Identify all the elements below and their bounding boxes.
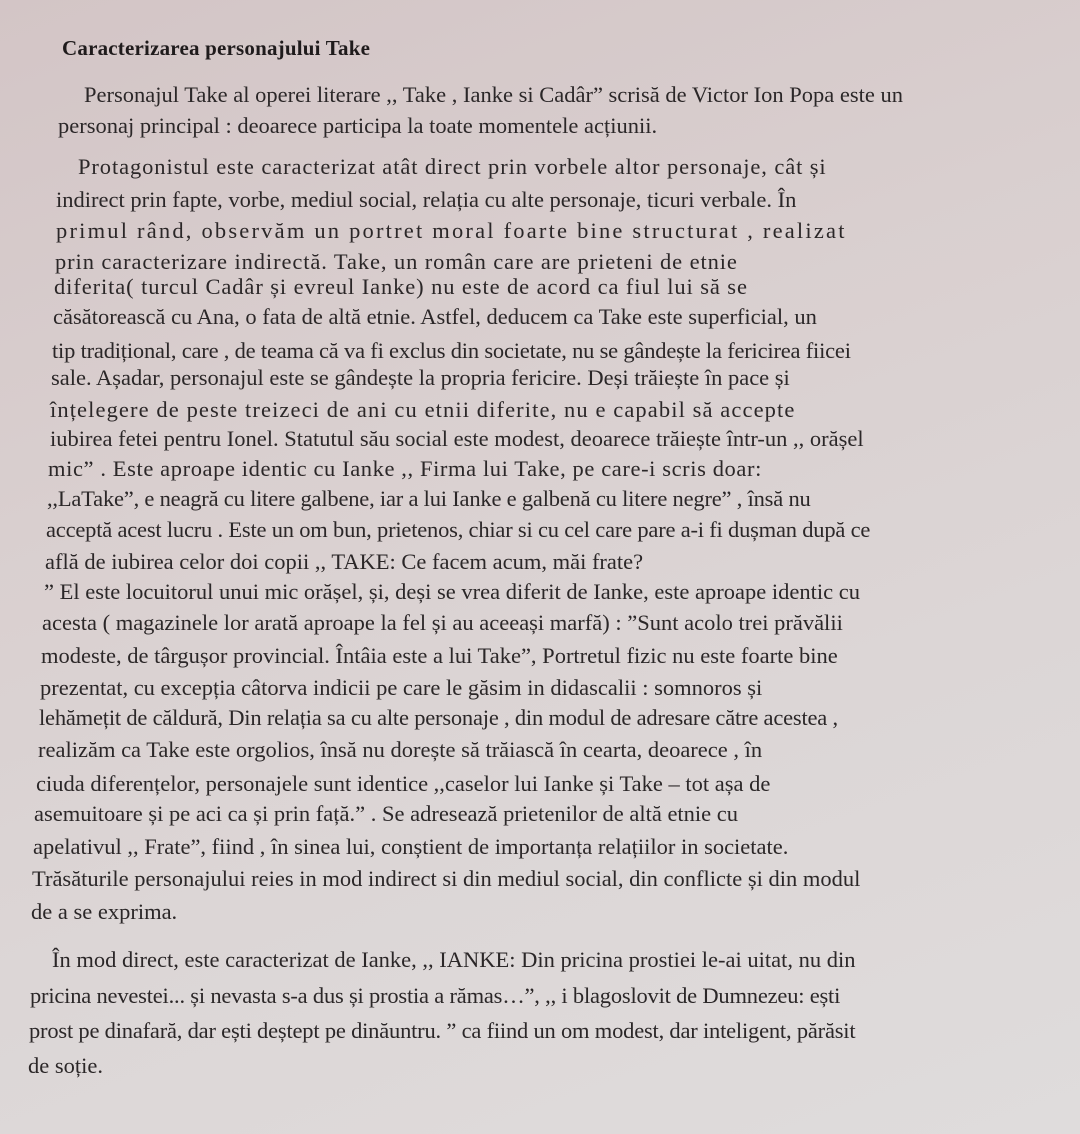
paragraph-2-line-13: acceptă acest lucru . Este un om bun, prietenos, chiar si cu cel care pare a-i fi dușman după ce (46, 517, 871, 542)
paragraph-2-line-25: de a se exprima. (31, 899, 178, 924)
paragraph-2-line-14: află de iubirea celor doi copii ,, TAKE: Ce facem acum, măi frate? (45, 549, 644, 574)
paragraph-2-line-2: indirect prin fapte, vorbe, mediul social, relația cu alte personaje, ticuri verbale. În (56, 187, 797, 212)
paragraph-2-line-1: Protagonistul este caracterizat atât direct prin vorbele altor personaje, cât și (78, 154, 827, 179)
paragraph-2-line-15: ” El este locuitorul unui mic orășel, și, deși se vrea diferit de Ianke, este aproape identic cu (44, 579, 860, 604)
paragraph-2-line-11: mic” . Este aproape identic cu Ianke ,, Firma lui Take, pe care-i scris doar: (48, 456, 762, 481)
paragraph-2-line-22: asemuitoare și pe aci ca și prin față.” . Se adresează prietenilor de altă etnie cu (34, 801, 739, 826)
paragraph-2-line-24: Trăsăturile personajului reies in mod indirect si din mediul social, din conflicte și din modul (32, 866, 861, 891)
paragraph-2-line-19: lehămețit de căldură, Din relația sa cu alte personaje , din modul de adresare către acestea , (39, 705, 838, 730)
paragraph-3-line-3: prost pe dinafară, dar ești deștept pe dinăuntru. ” ca fiind un om modest, dar inteligent, părăsit (29, 1018, 856, 1043)
paragraph-1-line-2: personaj principal : deoarece participa la toate momentele acțiunii. (58, 113, 658, 138)
paragraph-2-line-18: prezentat, cu excepția câtorva indicii pe care le găsim in didascalii : somnoros și (40, 675, 763, 700)
paragraph-3-line-4: de soție. (28, 1053, 103, 1078)
paragraph-2-line-3: primul rând, observăm un portret moral foarte bine structurat , realizat (56, 218, 847, 243)
paragraph-2-line-17: modeste, de târgușor provincial. Întâia este a lui Take”, Portretul fizic nu este foarte bine (41, 643, 838, 668)
paragraph-2-line-20: realizăm ca Take este orgolios, însă nu dorește să trăiască în cearta, deoarece , în (38, 737, 763, 762)
paragraph-2-line-10: iubirea fetei pentru Ionel. Statutul său social este modest, deoarece trăiește într-un ,, orășel (50, 426, 864, 451)
paragraph-1-line-1: Personajul Take al operei literare ,, Take , Ianke si Cadâr” scrisă de Victor Ion Popa este un (84, 82, 903, 107)
paragraph-2-line-12: ,,LaTake”, e neagră cu litere galbene, iar a lui Ianke e galbenă cu litere negre” , însă nu (47, 486, 811, 511)
paragraph-2-line-16: acesta ( magazinele lor arată aproape la fel și au aceeași marfă) : ”Sunt acolo trei prăvălii (42, 610, 843, 635)
paragraph-2-line-21: ciuda diferențelor, personajele sunt identice ,,caselor lui Ianke și Take – tot așa de (36, 771, 771, 796)
paragraph-2-line-23: apelativul ,, Frate”, fiind , în sinea lui, conștient de importanța relațiilor in societate. (33, 834, 789, 859)
paragraph-2-line-9: înțelegere de peste treizeci de ani cu etnii diferite, nu e capabil să accepte (50, 397, 796, 422)
paragraph-2-line-7: tip tradițional, care , de teama că va fi exclus din societate, nu se gândește la fericirea fiicei (52, 338, 851, 363)
paragraph-3-line-1: În mod direct, este caracterizat de Ianke, ,, IANKE: Din pricina prostiei le-ai uitat, nu din (52, 947, 856, 972)
paragraph-2-line-4: prin caracterizare indirectă. Take, un român care are prieteni de etnie (55, 249, 738, 274)
document-title: Caracterizarea personajului Take (62, 36, 371, 60)
paragraph-2-line-8: sale. Așadar, personajul este se gândește la propria fericire. Deși trăiește în pace și (51, 365, 790, 390)
paragraph-3-line-2: pricina nevestei... și nevasta s-a dus și prostia a rămas…”, ,, i blagoslovit de Dumnezeu: ești (30, 983, 841, 1008)
paragraph-2-line-5: diferita( turcul Cadâr și evreul Ianke) nu este de acord ca fiul lui să se (54, 274, 748, 299)
paragraph-2-line-6: căsătorească cu Ana, o fata de altă etnie. Astfel, deducem ca Take este superficial, un (53, 304, 817, 329)
